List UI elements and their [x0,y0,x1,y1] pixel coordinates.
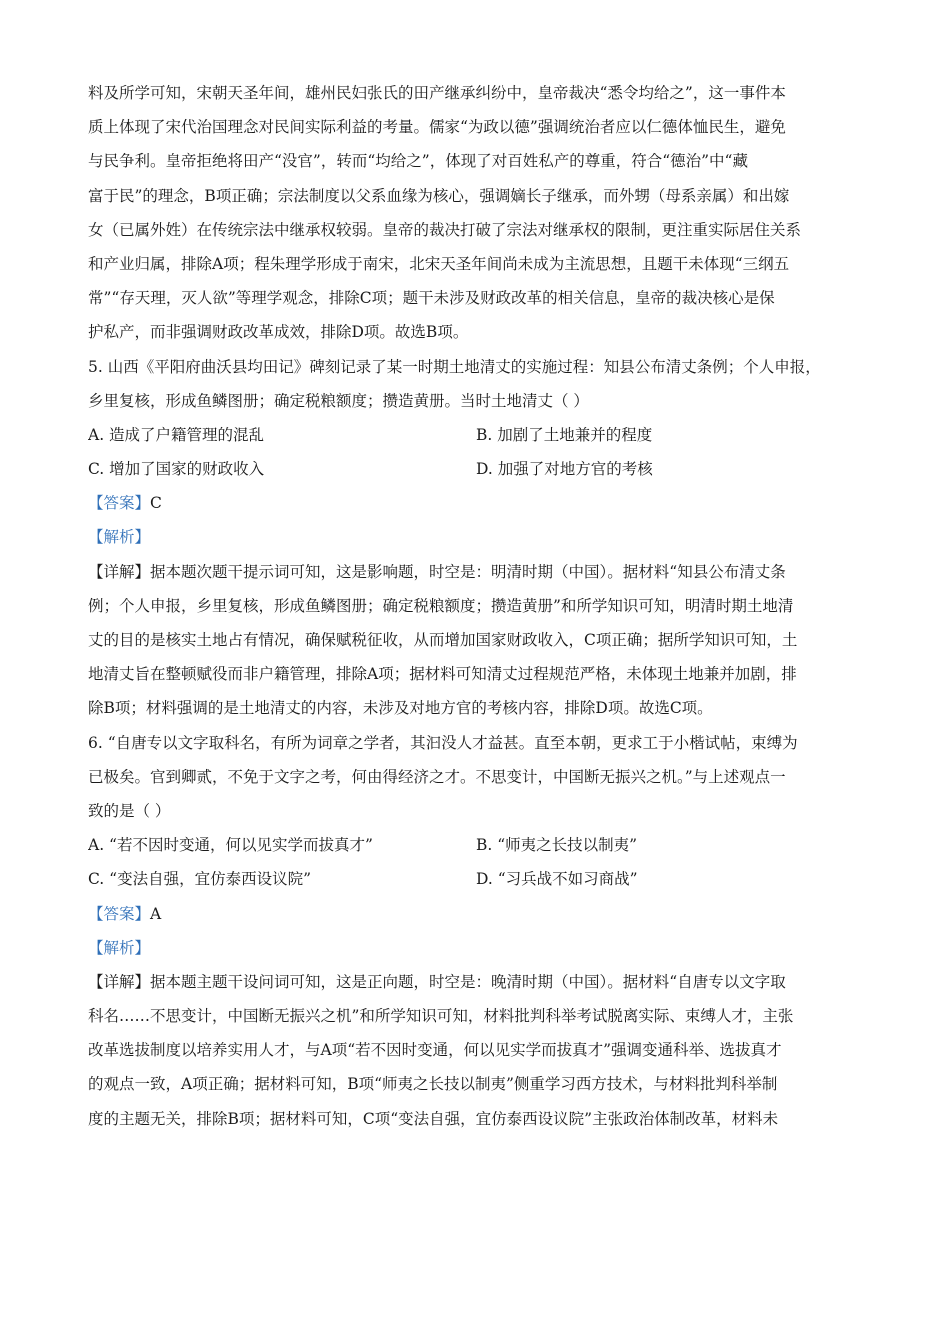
option-b: B. 加剧了土地兼并的程度 [476,425,653,444]
detail-line [88,555,868,589]
text-line: 改革选拔制度以培养实用人才，与A项“若不因时变通，何以见实学而拔真才”强调变通科举、选拔真才 [88,1041,782,1060]
text-line: 女（已属外姓）在传统宗法中继承权较弱。皇帝的裁决打破了宗法对继承权的限制，更注重实际居住关系 [88,220,802,239]
text-line: 护私产，而非强调财政改革成效，排除D项。故选B项。 [88,323,469,342]
answer-value: A [150,904,162,923]
text-line: 的观点一致，A项正确；据材料可知，B项“师夷之长技以制夷”侧重学习西方技术，与材料批判科举制 [88,1075,778,1094]
question-stem: 6. “自唐专以文字取科名，有所为词章之学者，其汩没人才益甚。直至本朝，更求工于小楷试帖，束缚为 [88,733,798,752]
question-stem: 5. 山西《平阳府曲沃县均田记》碑刻记录了某一时期土地清丈的实施过程：知县公布清丈条例；个人申报， [88,357,821,376]
analysis-line [88,931,868,965]
question-6 [88,726,868,1136]
text-line: 地清丈旨在整顿赋役而非户籍管理，排除A项；据材料可知清丈过程规范严格，未体现土地兼并加剧，排 [88,665,797,684]
answer-tag: 【答案】 [88,904,151,923]
options-row [88,452,868,486]
option-b: B. “师夷之长技以制夷” [476,836,638,855]
detail-tag: 【详解】 [88,972,151,991]
detail-tag: 【详解】 [88,562,151,581]
answer-line [88,897,868,931]
analysis-tag: 【解析】 [88,938,151,957]
option-d: D. 加强了对地方官的考核 [476,460,653,479]
question-stem: 已极矣。官到卿贰，不免于文字之考，何由得经济之才。不思变计，中国断无振兴之机。”与上述观点一 [88,767,786,786]
text-line: 富于民”的理念，B项正确；宗法制度以父系血缘为核心，强调嫡长子继承，而外甥（母系亲属）和出嫁 [88,186,790,205]
text-line: 除B项；材料强调的是土地清丈的内容，未涉及对地方官的考核内容，排除D项。故选C项。 [88,699,713,718]
text-line: 例；个人申报，乡里复核，形成鱼鳞图册；确定税粮额度；攒造黄册”和所学知识可知，明清时期土地清 [88,596,794,615]
answer-line [88,486,868,520]
text-line: 料及所学可知，宋朝天圣年间，雄州民妇张氏的田产继承纠纷中，皇帝裁决“悉令均给之”，这一事件本 [88,84,786,102]
question-stem: 乡里复核，形成鱼鳞图册；确定税粮额度；攒造黄册。当时土地清丈（ ） [88,391,589,410]
question-5 [88,350,868,726]
options-row [88,418,868,452]
document-page [88,76,868,1136]
analysis-line [88,520,868,554]
text-line: 科名……不思变计，中国断无振兴之机”和所学知识可知，材料批判科举考试脱离实际、束缚人才，主张 [88,1007,794,1026]
detail-text: 据本题主题干设问词可知，这是正向题，时空是：晚清时期（中国）。据材料“自唐专以文字取 [150,972,786,991]
text-line: 和产业归属，排除A项；程朱理学形成于南宋，北宋天圣年间尚未成为主流思想，且题干未体现“三纲五 [88,254,790,273]
prev-explanation [88,76,868,350]
text-line: 常”“存天理，灭人欲”等理学观念，排除C项；题干未涉及财政改革的相关信息，皇帝的裁决核心是保 [88,289,775,308]
text-line: 度的主题无关，排除B项；据材料可知，C项“变法自强，宜仿泰西设议院”主张政治体制改革，材料未 [88,1109,779,1128]
text-line: 与民争利。皇帝拒绝将田产“没官”，转而“均给之”，体现了对百姓私产的尊重，符合“德治”中“藏 [88,152,748,171]
question-stem: 致的是（ ） [88,801,171,820]
detail-text: 据本题次题干提示词可知，这是影响题，时空是：明清时期（中国）。据材料“知县公布清丈条 [150,562,786,581]
option-a: A. “若不因时变通，何以见实学而拔真才” [88,836,373,855]
option-d: D. “习兵战不如习商战” [476,870,638,889]
analysis-tag: 【解析】 [88,528,151,547]
detail-line [88,965,868,999]
option-c: C. 增加了国家的财政收入 [88,460,265,479]
options-row [88,828,868,862]
options-row [88,862,868,896]
text-line: 丈的目的是核实土地占有情况，确保赋税征收，从而增加国家财政收入，C项正确；据所学知识可知，土 [88,631,798,649]
answer-value: C [150,494,162,513]
option-c: C. “变法自强，宜仿泰西设议院” [88,870,312,889]
text-line: 质上体现了宋代治国理念对民间实际利益的考量。儒家“为政以德”强调统治者应以仁德体恤民生，避免 [88,118,786,137]
option-a: A. 造成了户籍管理的混乱 [88,425,265,444]
answer-tag: 【答案】 [88,494,151,513]
